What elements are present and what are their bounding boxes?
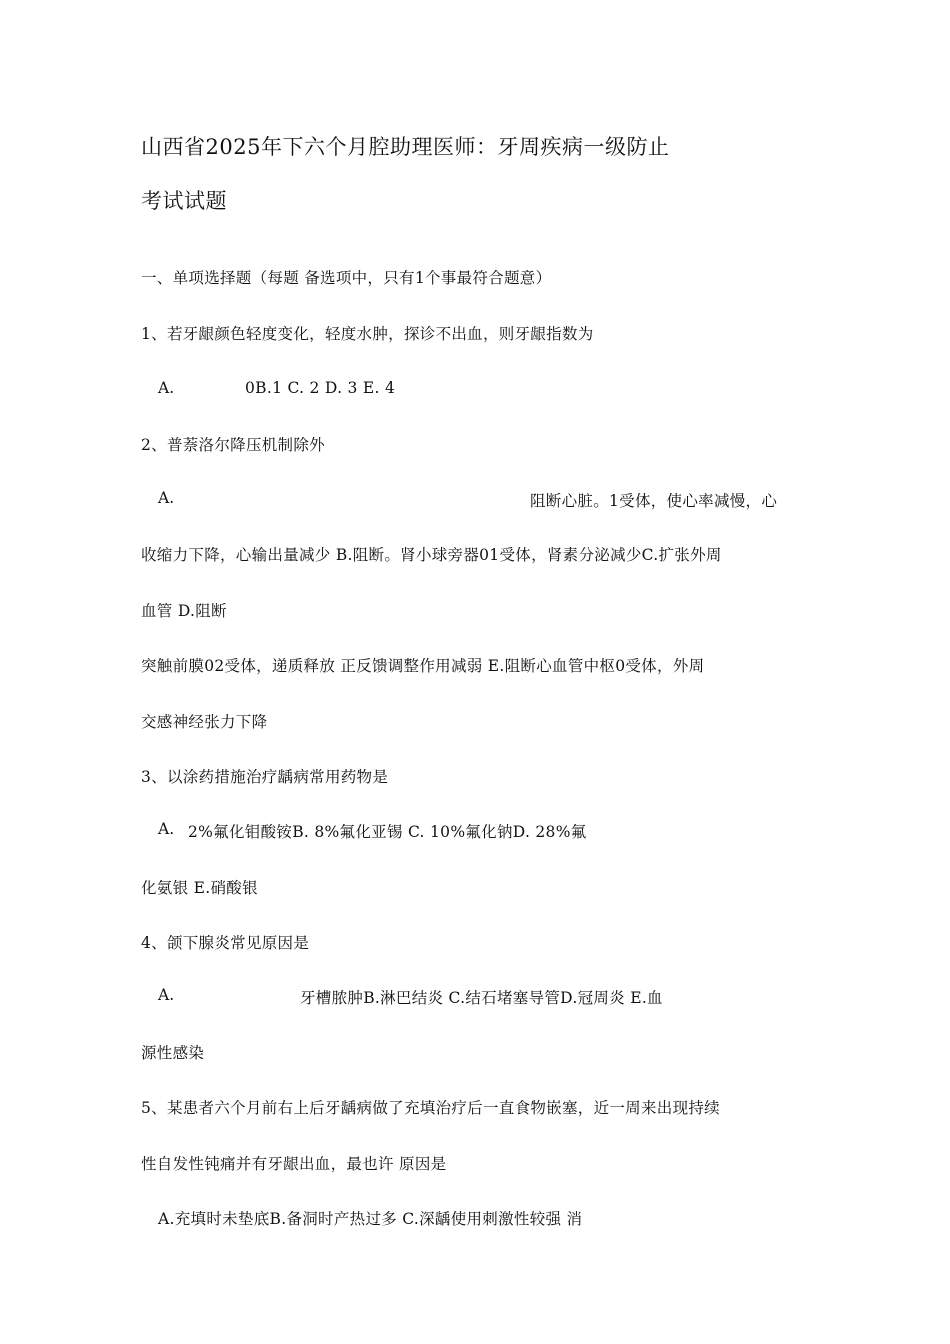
question-3-stem: 3、以涂药措施治疗龋病常用药物是 — [141, 768, 389, 786]
document-title-line-1: 山西省2025年下六个月腔助理医师：牙周疾病一级防止 — [141, 135, 670, 159]
question-2-options-line-4: 突触前膜02受体，递质释放 正反馈调整作用减弱 E.阻断心血管中枢0受体，外周 — [141, 657, 705, 675]
question-2-option-a-label: A. — [158, 489, 175, 507]
question-5-stem-line-2: 性自发性钝痛并有牙龈出血，最也许 原因是 — [141, 1155, 447, 1173]
question-2-options-line-2: 收缩力下降，心输出量减少 B.阻断。肾小球旁器01受体，肾素分泌减少C.扩张外周 — [141, 546, 722, 564]
question-3-options-line-1: 2%氟化钼酸铵B. 8%氟化亚锡 C. 10%氟化钠D. 28%氟 — [188, 823, 587, 841]
question-3-options-line-2: 化氨银 E.硝酸银 — [141, 879, 258, 897]
question-2-options-line-1: 阻断心脏。1受体，使心率减慢，心 — [530, 492, 778, 510]
question-2-options-line-5: 交感神经张力下降 — [141, 713, 268, 731]
section-heading: 一、单项选择题（每题 备选项中，只有1个事最符合题意） — [141, 269, 552, 287]
question-5-options-line-1: A.充填时未垫底B.备洞时产热过多 C.深龋使用刺激性较强 消 — [158, 1210, 583, 1228]
question-4-option-a-label: A. — [158, 986, 175, 1004]
question-1-options: 0B.1 C. 2 D. 3 E. 4 — [245, 379, 396, 397]
question-4-options-line-2: 源性感染 — [141, 1044, 205, 1062]
question-5-stem-line-1: 5、某患者六个月前右上后牙龋病做了充填治疗后一直食物嵌塞，近一周来出现持续 — [141, 1099, 720, 1117]
question-4-stem: 4、颌下腺炎常见原因是 — [141, 934, 310, 952]
document-title-line-2: 考试试题 — [141, 189, 227, 213]
question-2-options-line-3: 血管 D.阻断 — [141, 602, 227, 620]
question-1-option-a-label: A. — [158, 379, 175, 397]
question-1-stem: 1、若牙龈颜色轻度变化，轻度水肿，探诊不出血，则牙龈指数为 — [141, 325, 594, 343]
question-3-option-a-label: A. — [158, 820, 175, 838]
question-2-stem: 2、普萘洛尔降压机制除外 — [141, 436, 325, 454]
question-4-options-line-1: 牙槽脓肿B.淋巴结炎 C.结石堵塞导管D.冠周炎 E.血 — [300, 989, 663, 1007]
